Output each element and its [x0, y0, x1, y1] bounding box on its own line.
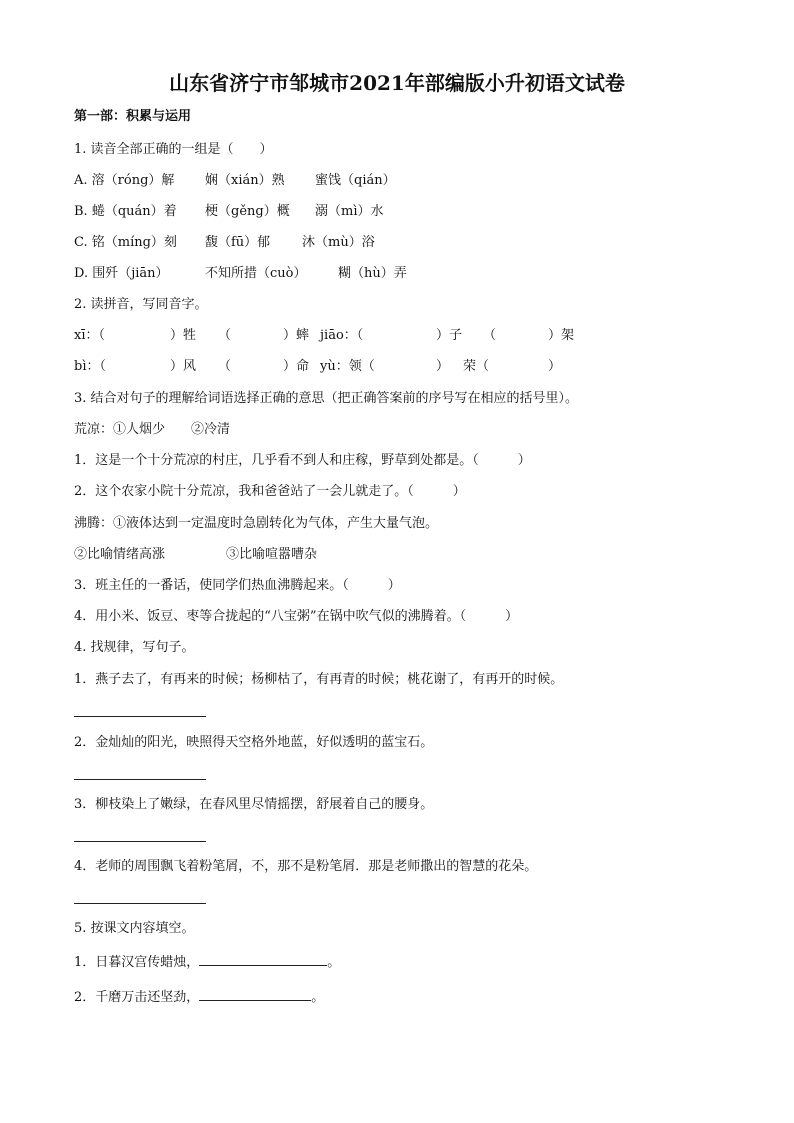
q2-stem: 2. 读拼音，写同音字。: [74, 297, 208, 312]
q1-option-a-3: 蜜饯（qián）: [315, 173, 396, 188]
q3-sentence-2: 2．这个农家小院十分荒凉，我和爸爸站了一会儿就走了。（ ）: [74, 484, 466, 499]
answer-line[interactable]: [74, 779, 206, 780]
q3-sentence-3: 3．班主任的一番话，使同学们热血沸腾起来。（ ）: [74, 578, 401, 593]
q1-option-d-2: 不知所措（cuò）: [205, 266, 307, 281]
q4-sentence-2: 2．金灿灿的阳光，映照得天空格外地蓝，好似透明的蓝宝石。: [74, 735, 434, 750]
q1-option-b-3: 溺（mì）水: [315, 204, 384, 219]
q5-item-2-end: 。: [311, 990, 325, 1005]
q5-item-1-end: 。: [327, 955, 341, 970]
q2-row1-3: （: [218, 328, 232, 343]
q3-stem: 3. 结合对句子的理解给词语选择正确的意思（把正确答案前的序号写在相应的括号里）。: [74, 391, 579, 406]
q3-feiteng-meaning-2: ②比喻情绪高涨: [74, 547, 166, 562]
q1-option-b-2: 梗（gěng）概: [205, 204, 290, 219]
q2-row1-7: （: [483, 328, 497, 343]
fill-blank[interactable]: [199, 987, 311, 1001]
q2-row2-3: （: [218, 359, 232, 374]
section-heading: 第一部：积累与运用: [74, 109, 192, 124]
answer-line[interactable]: [74, 903, 206, 904]
q2-row1-5: jiāo：（: [320, 328, 364, 343]
q2-row1-2: ）牲: [170, 328, 197, 343]
q2-row1-8: ）架: [548, 328, 575, 343]
q2-row1-1: xī：（: [74, 328, 105, 343]
q3-sentence-4: 4．用小米、饭豆、枣等合拢起的“八宝粥”在锅中吹气似的沸腾着。（ ）: [74, 609, 519, 624]
answer-line[interactable]: [74, 716, 206, 717]
answer-line[interactable]: [74, 841, 206, 842]
q1-option-a-2: 娴（xián）熟: [205, 173, 285, 188]
q5-item-1-text: 1．日暮汉宫传蜡烛，: [74, 955, 200, 970]
q5-item-2: [74, 987, 324, 1007]
q2-row2-2: ）风: [170, 359, 197, 374]
q2-row2-5: yù：领（: [320, 359, 375, 374]
q4-sentence-1: 1．燕子去了，有再来的时候；杨柳枯了，有再青的时候；桃花谢了，有再开的时候。: [74, 672, 564, 687]
q3-sentence-1: 1．这是一个十分荒凉的村庄，几乎看不到人和庄稼，野草到处都是。（ ）: [74, 453, 531, 468]
fill-blank[interactable]: [199, 952, 327, 966]
q1-option-d-1: D. 围歼（jiān）: [74, 266, 169, 281]
q5-item-1: [74, 952, 340, 972]
q2-row2-6: ）: [436, 359, 450, 374]
exam-title: 山东省济宁市邹城市2021年部编版小升初语文试卷: [169, 71, 625, 95]
q2-row2-1: bì：（: [74, 359, 106, 374]
q5-item-2-text: 2．千磨万击还坚劲，: [74, 990, 200, 1005]
q4-sentence-4: 4．老师的周围飘飞着粉笔屑，不，那不是粉笔屑．那是老师撒出的智慧的花朵。: [74, 859, 538, 874]
q1-option-a-1: A. 溶（róng）解: [74, 173, 175, 188]
q1-option-b-1: B. 蜷（quán）着: [74, 204, 177, 219]
q5-stem: 5. 按课文内容填空。: [74, 921, 195, 936]
q1-option-c-2: 馥（fū）郁: [205, 235, 271, 250]
q1-option-d-3: 糊（hù）弄: [338, 266, 407, 281]
q3-word-huangliang: 荒凉：①人烟少 ②冷清: [74, 422, 231, 437]
q2-row1-4: ）蟀: [283, 328, 310, 343]
q4-sentence-3: 3．柳枝染上了嫩绿，在春风里尽情摇摆，舒展着自己的腰身。: [74, 797, 434, 812]
q3-feiteng-meaning-3: ③比喻喧嚣嘈杂: [226, 547, 318, 562]
q3-word-feiteng: 沸腾：①液体达到一定温度时急剧转化为气体，产生大量气泡。: [74, 516, 439, 531]
q1-stem: 1. 读音全部正确的一组是（ ）: [74, 142, 273, 157]
q4-stem: 4. 找规律，写句子。: [74, 640, 195, 655]
q1-option-c-1: C. 铭（míng）刻: [74, 235, 177, 250]
q1-option-c-3: 沐（mù）浴: [302, 235, 375, 250]
q2-row2-7: 荣（: [463, 359, 490, 374]
q2-row1-6: ）子: [436, 328, 463, 343]
q2-row2-8: ）: [548, 359, 562, 374]
q2-row2-4: ）命: [283, 359, 310, 374]
